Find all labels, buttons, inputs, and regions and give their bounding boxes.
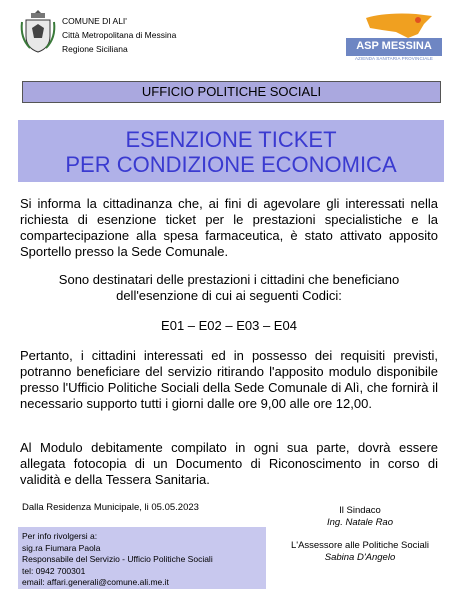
contact-info-box bbox=[18, 527, 266, 589]
info-contact-name: sig.ra Fiumara Paola bbox=[22, 542, 101, 553]
sindaco-name: Ing. Natale Rao bbox=[326, 517, 393, 528]
info-phone: tel: 0942 700301 bbox=[22, 565, 86, 576]
paragraph-documents: Al Modulo debitamente compilato in ogni sua parte, dovrà essere allegata fotocopia di un Documento di Riconoscimento in corso di validità e della Tessera Sanitaria. bbox=[20, 440, 438, 487]
title-line-1: ESENZIONE TICKET bbox=[125, 127, 337, 152]
office-banner: UFFICIO POLITICHE SOCIALI bbox=[22, 81, 441, 103]
paragraph-recipients: Sono destinatari delle prestazioni i cittadini che beneficiano dell'esenzione di cui ai seguenti Codici: bbox=[58, 272, 400, 303]
title-line-2: PER CONDIZIONE ECONOMICA bbox=[65, 152, 397, 177]
assessore-role: L'Assessore alle Politiche Sociali bbox=[290, 540, 430, 551]
title-box bbox=[18, 120, 444, 182]
exemption-codes: E01 – E02 – E03 – E04 bbox=[161, 318, 297, 333]
date-line: Dalla Residenza Municipale, li 05.05.2023 bbox=[22, 502, 199, 513]
comune-crest-logo bbox=[18, 8, 58, 54]
assessore-signature bbox=[272, 540, 448, 564]
sindaco-role: Il Sindaco bbox=[339, 505, 381, 516]
paragraph-procedure: Pertanto, i cittadini interessati ed in possesso dei requisiti previsti, potranno beneficiare del servizio ritirando l'apposito modulo disponibile presso l'Ufficio Politiche Sociali della Sede Comunale di Alì, che fornirà il necessario supporto tutti i giorni dalle ore 9,00 alle ore 12,00. bbox=[20, 348, 438, 411]
comune-name: COMUNE DI ALI' bbox=[62, 16, 127, 26]
comune-metro: Città Metropolitana di Messina bbox=[62, 30, 177, 40]
asp-subtitle: AZIENDA SANITARIA PROVINCIALE bbox=[354, 56, 434, 61]
comune-header bbox=[62, 14, 176, 56]
info-contact-role: Responsabile del Servizio - Ufficio Politiche Sociali bbox=[22, 554, 213, 564]
paragraph-intro: Si informa la cittadinanza che, ai fini di agevolare gli interessati nella richiesta di esenzione ticket per le prestazioni specialistiche e la compartecipazione alla spesa farmaceutica, è stato attivato apposito Sportello presso la Sede Comunale. bbox=[20, 196, 438, 259]
assessore-name: Sabina D'Angelo bbox=[324, 552, 396, 563]
asp-logo-box: ASP MESSINA bbox=[346, 38, 442, 56]
comune-region: Regione Siciliana bbox=[62, 44, 128, 54]
sindaco-signature bbox=[300, 505, 420, 529]
info-heading: Per info rivolgersi a: bbox=[22, 531, 98, 541]
info-email: email: affari.generali@comune.ali.me.it bbox=[22, 577, 169, 587]
